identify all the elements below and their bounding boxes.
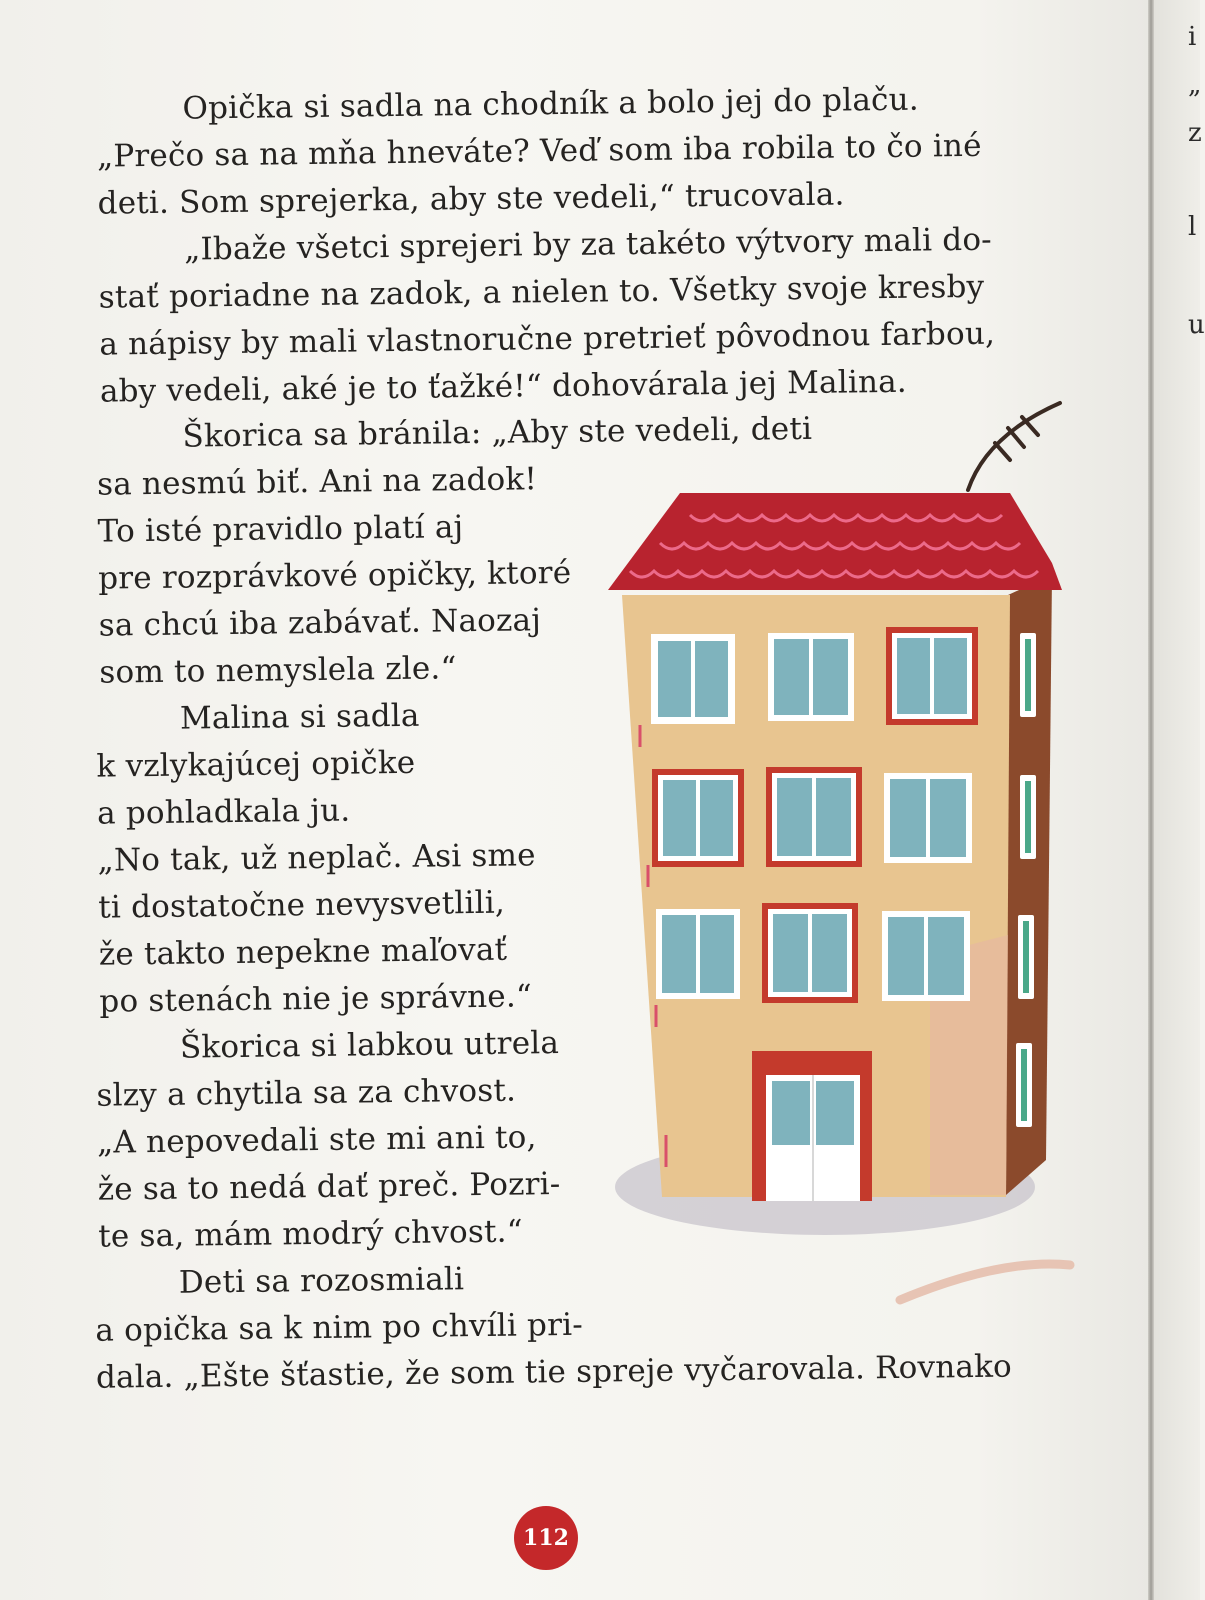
- building-door: [752, 1051, 872, 1201]
- text-line: a opička sa k nim po chvíli pri-: [95, 1306, 584, 1349]
- text-line: sa nesmú biť. Ani na zadok!: [96, 461, 538, 503]
- text-line: „A nepovedali ste mi ani to,: [96, 1119, 537, 1161]
- page-number-badge: [514, 1506, 578, 1570]
- text-line: deti. Som sprejerka, aby ste vedeli,“ trucovala.: [97, 176, 845, 222]
- text-line: te sa, mám modrý chvost.“: [98, 1213, 524, 1255]
- window-row-3: [656, 903, 970, 1003]
- text-line: po stenách nie je správne.“: [99, 978, 533, 1020]
- next-page-char: „: [1188, 70, 1202, 100]
- apartment-building-illustration: [600, 395, 1090, 1335]
- next-page-char: i: [1188, 22, 1197, 52]
- text-line: a nápisy by mali vlastnoručne pretrieť pôvodnou farbou,: [99, 315, 996, 363]
- text-line: pre rozprávkové opičky, ktoré: [98, 554, 572, 597]
- text-line: „No tak, už neplač. Asi sme: [97, 837, 536, 879]
- text-line: Škorica si labkou utrela: [179, 1025, 560, 1066]
- window-row-1: [652, 627, 978, 725]
- next-page-char: u: [1188, 310, 1205, 340]
- text-line: sa chcú iba zabávať. Naozaj: [98, 602, 542, 644]
- text-line: Deti sa rozosmiali: [178, 1261, 465, 1301]
- page-number: 112: [523, 1525, 569, 1551]
- text-line: že sa to nedá dať preč. Pozri-: [97, 1166, 561, 1208]
- text-line: „Ibaže všetci sprejeri by za takéto výtvory mali do-: [184, 221, 993, 268]
- text-line: Opička si sadla na chodník a bolo jej do plaču.: [182, 81, 920, 127]
- text-line: stať poriadne na zadok, a nielen to. Všetky svoje kresby: [98, 268, 985, 316]
- text-line: som to nemyslela zle.“: [99, 650, 457, 691]
- text-line: dala. „Ešte šťastie, že som tie spreje vyčarovala. Rovnako: [95, 1348, 1013, 1396]
- text-line: že takto nepekne maľovať: [98, 931, 508, 973]
- next-page-char: z: [1188, 118, 1202, 148]
- text-line: Škorica sa bránila: „Aby ste vedeli, deti: [182, 410, 813, 455]
- text-line: Malina si sadla: [179, 697, 420, 737]
- text-line: ti dostatočne nevysvetlili,: [98, 884, 506, 926]
- text-line: a pohladkala ju.: [96, 792, 351, 832]
- text-line: k vzlykajúcej opičke: [96, 744, 416, 785]
- next-page-edge: [1154, 0, 1205, 1600]
- door-glass-right: [816, 1081, 854, 1145]
- ground-stroke: [900, 1264, 1070, 1300]
- window-row-2: [652, 767, 972, 867]
- text-line: aby vedeli, aké je to ťažké!“ dohovárala jej Malina.: [99, 363, 908, 410]
- door-glass-left: [772, 1081, 810, 1145]
- next-page-char: l: [1188, 212, 1197, 242]
- text-line: To isté pravidlo platí aj: [97, 509, 464, 550]
- antenna-icon: [968, 403, 1060, 490]
- text-line: „Prečo sa na mňa hneváte? Veď som iba robila to čo iné: [96, 127, 982, 175]
- text-line: slzy a chytila sa za chvost.: [96, 1072, 517, 1114]
